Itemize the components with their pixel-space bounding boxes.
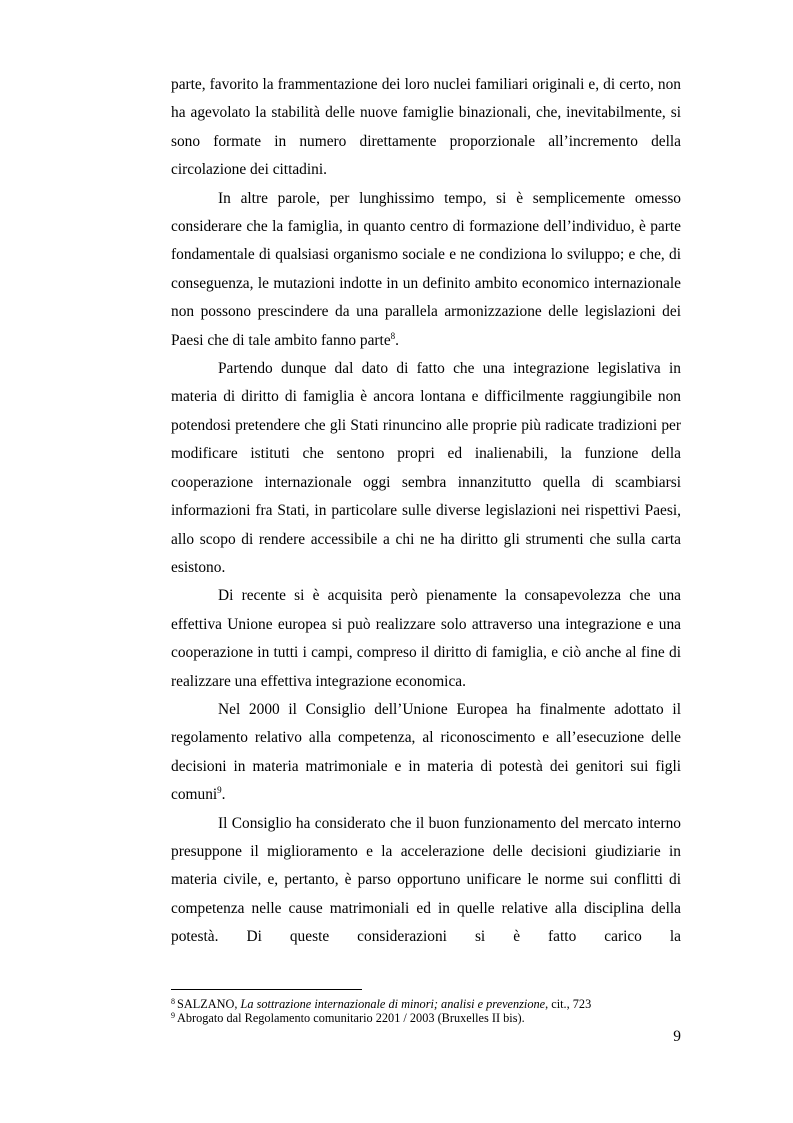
paragraph-1 — [171, 71, 681, 185]
footnote-9 — [171, 1011, 681, 1025]
paragraph-3 — [171, 355, 681, 582]
paragraph-5 — [171, 696, 681, 810]
footnote-number: 8 — [171, 997, 175, 1006]
footnote-ref-9[interactable]: 9 — [217, 785, 222, 796]
paragraph-5-text: Nel 2000 il Consiglio dell’Unione Europea ha finalmente adottato il regolamento relativo alla competenza, al riconoscimento e all’esecuzione delle decisioni in materia matrimoniale e in materia di potestà dei genitori sui figli comuni — [171, 700, 681, 804]
paragraph-1-text: parte, favorito la frammentazione dei loro nuclei familiari originali e, di certo, non ha agevolato la stabilità delle nuove famiglie binazionali, che, inevitabilmente, si sono formate in numero direttamente proporzionale all’incremento della circolazione dei cittadini. — [171, 76, 681, 179]
paragraph-3-text: Partendo dunque dal dato di fatto che una integrazione legislativa in materia di diritto di famiglia è ancora lontana e difficilmente raggiungibile non potendosi pretendere che gli Stati rinuncino alle proprie più radicate tradizioni per modificare istituti che sentono propri ed inalienabili, la funzione della cooperazione internazionale oggi sembra innanzitutto quella di scambiarsi informazioni fra Stati, in particolare sulle diverse legislazioni nei rispettivi Paesi, allo scopo di rendere accessibile a chi ne ha diritto gli strumenti che sulla carta esistono. — [171, 360, 681, 576]
paragraph-4 — [171, 582, 681, 696]
footnote-8 — [171, 997, 681, 1011]
paragraph-2-end: . — [395, 331, 400, 349]
paragraph-5-end: . — [221, 786, 226, 804]
page-number: 9 — [673, 1028, 681, 1045]
paragraph-2 — [171, 185, 681, 355]
paragraph-4-text: Di recente si è acquisita però pienamente la consapevolezza che una effettiva Unione europea si può realizzare solo attraverso una integrazione e una cooperazione in tutti i campi, compreso il diritto di famiglia, e ciò anche al fine di realizzare una effettiva integrazione economica. — [171, 587, 681, 690]
paragraph-2-text: In altre parole, per lunghissimo tempo, si è semplicemente omesso considerare che la famiglia, in quanto centro di formazione dell’individuo, è parte fondamentale di qualsiasi organismo sociale e ne condiziona lo sviluppo; e che, di conseguenza, le mutazioni indotte in un definito ambito economico internazionale non possono prescindere da una parallela armonizzazione delle legislazioni dei Paesi che di tale ambito fanno parte — [171, 189, 681, 349]
footnote-text: Abrogato dal Regolamento comunitario 2201 / 2003 (Bruxelles II bis). — [177, 1011, 525, 1026]
footnote-title: La sottrazione internazionale di minori; analisi e prevenzione — [240, 997, 546, 1011]
body-text — [171, 71, 681, 952]
footnote-ref-8[interactable]: 8 — [390, 330, 396, 341]
footnote-separator — [171, 989, 362, 990]
footnote-citation: , cit., 723 — [545, 997, 592, 1011]
paragraph-6-text: Il Consiglio ha considerato che il buon funzionamento del mercato interno presuppone il miglioramento e la accelerazione delle decisioni giudiziarie in materia civile, e, pertanto, è parso opportuno unificare le norme sui conflitti di competenza nelle cause matrimoniali ed in quelle relative alla disciplina della potestà. Di queste considerazioni si è fatto carico la — [171, 814, 681, 946]
footnote-author: SALZANO, — [177, 997, 241, 1011]
paragraph-6 — [171, 810, 681, 952]
footnote-number: 9 — [171, 1011, 175, 1021]
footnotes — [171, 997, 681, 1026]
